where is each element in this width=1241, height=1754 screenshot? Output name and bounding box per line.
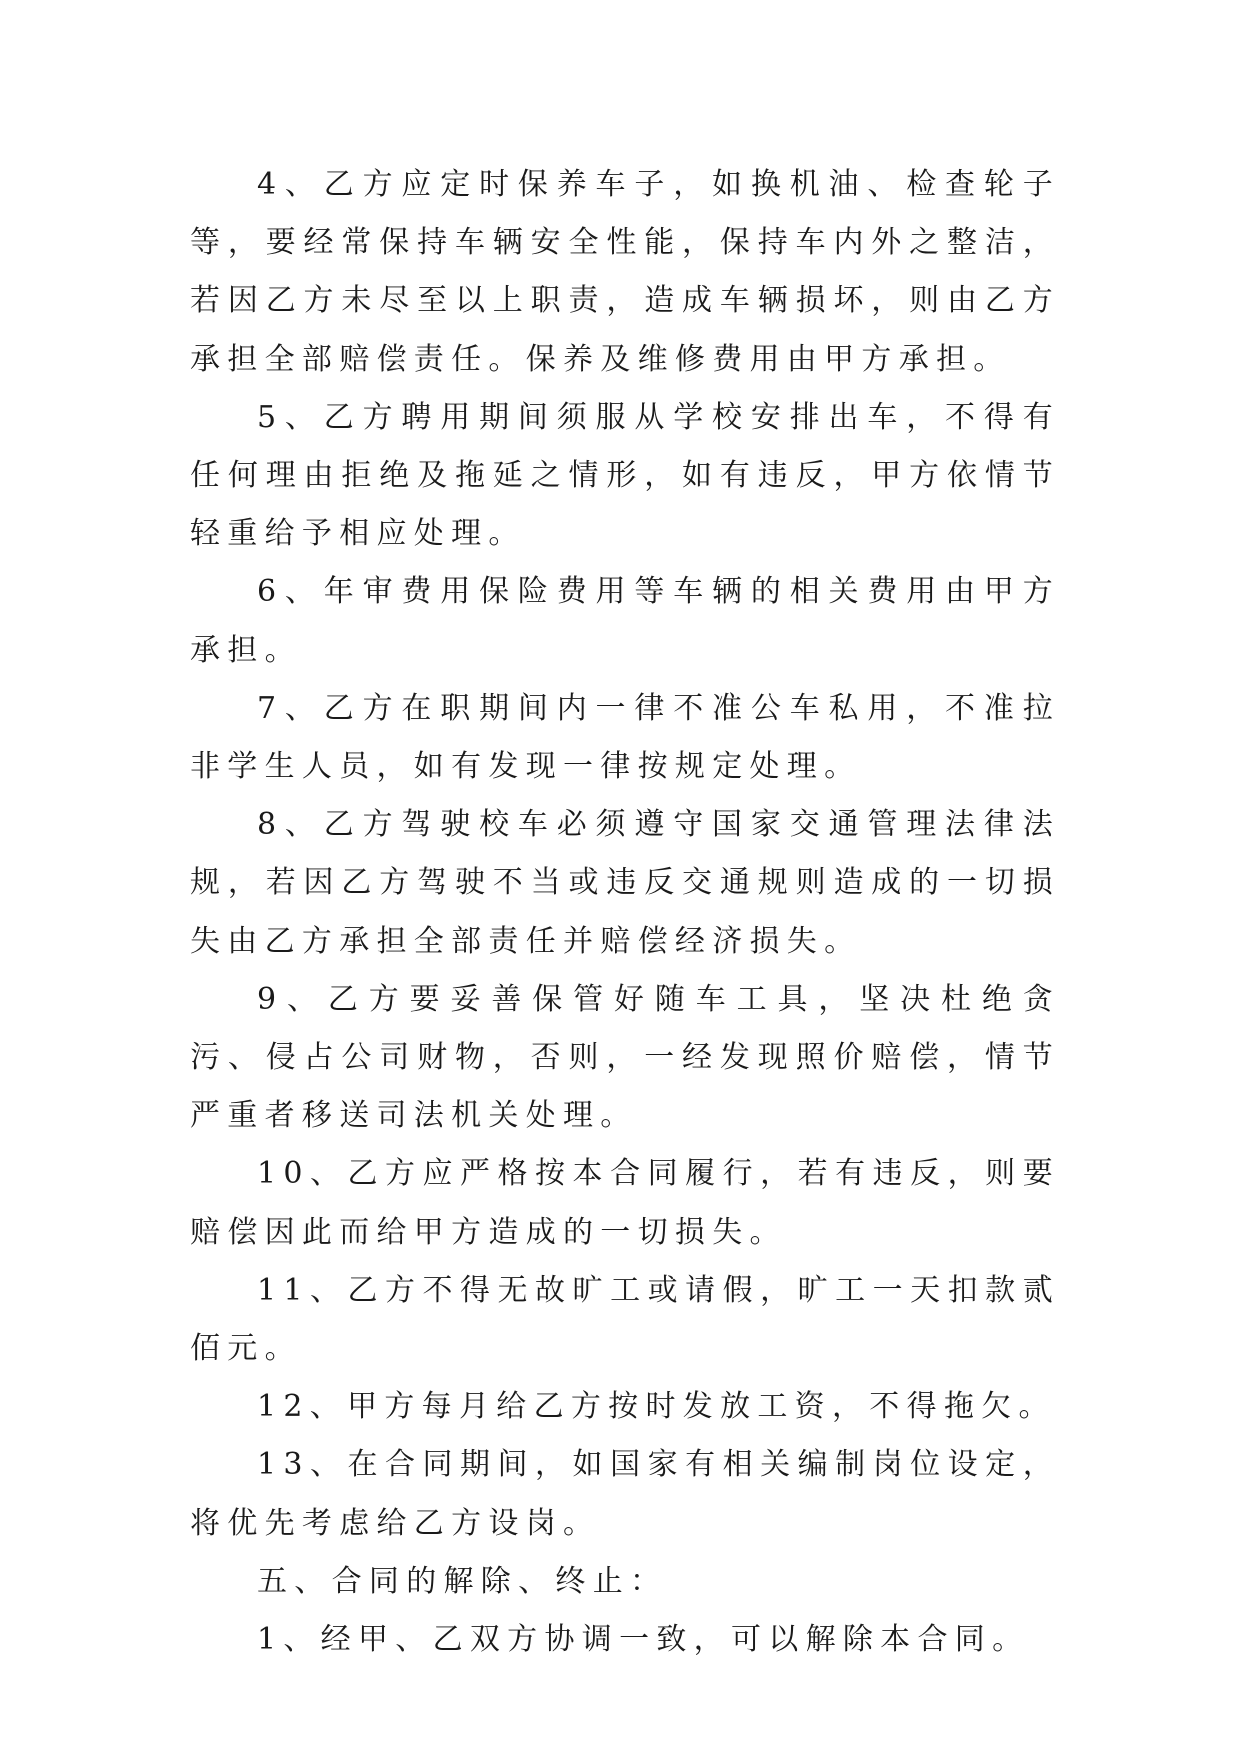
termination-clause-1-paragraph: 1、经甲、乙双方协调一致，可以解除本合同。 xyxy=(257,1622,1030,1658)
clause-5-paragraph: 5、乙方聘用期间须服从学校安排出车，不得有任何理由拒绝及拖延之情形，如有违反，甲方依情节轻重给予相应处理。 xyxy=(190,399,1060,552)
clause-8-paragraph: 8、乙方驾驶校车必须遵守国家交通管理法律法规，若因乙方驾驶不当或违反交通规则造成的一切损失由乙方承担全部责任并赔偿经济损失。 xyxy=(190,807,1060,959)
clause-10-paragraph: 10、乙方应严格按本合同履行，若有违反，则要赔偿因此而给甲方造成的一切损失。 xyxy=(190,1156,1060,1250)
clause-12-paragraph: 12、甲方每月给乙方按时发放工资，不得拖欠。 xyxy=(257,1389,1056,1425)
clause-11-paragraph: 11、乙方不得无故旷工或请假，旷工一天扣款贰佰元。 xyxy=(190,1272,1060,1367)
document-body xyxy=(190,156,1060,1669)
clause-9-paragraph: 9、乙方要妥善保管好随车工具，坚决杜绝贪污、侵占公司财物，否则，一经发现照价赔偿，情节严重者移送司法机关处理。 xyxy=(190,981,1060,1134)
section-heading-termination: 五、合同的解除、终止： xyxy=(257,1563,668,1599)
clause-4-paragraph: 4、乙方应定时保养车子，如换机油、检查轮子等，要经常保持车辆安全性能，保持车内外之整洁，若因乙方未尽至以上职责，造成车辆损坏，则由乙方承担全部赔偿责任。保养及维修费用由甲方承担。 xyxy=(190,167,1060,377)
clause-13-paragraph: 13、在合同期间，如国家有相关编制岗位设定，将优先考虑给乙方设岗。 xyxy=(190,1447,1060,1541)
clause-7-paragraph: 7、乙方在职期间内一律不准公车私用，不准拉非学生人员，如有发现一律按规定处理。 xyxy=(190,690,1060,785)
clause-6-paragraph: 6、年审费用保险费用等车辆的相关费用由甲方承担。 xyxy=(190,574,1060,668)
